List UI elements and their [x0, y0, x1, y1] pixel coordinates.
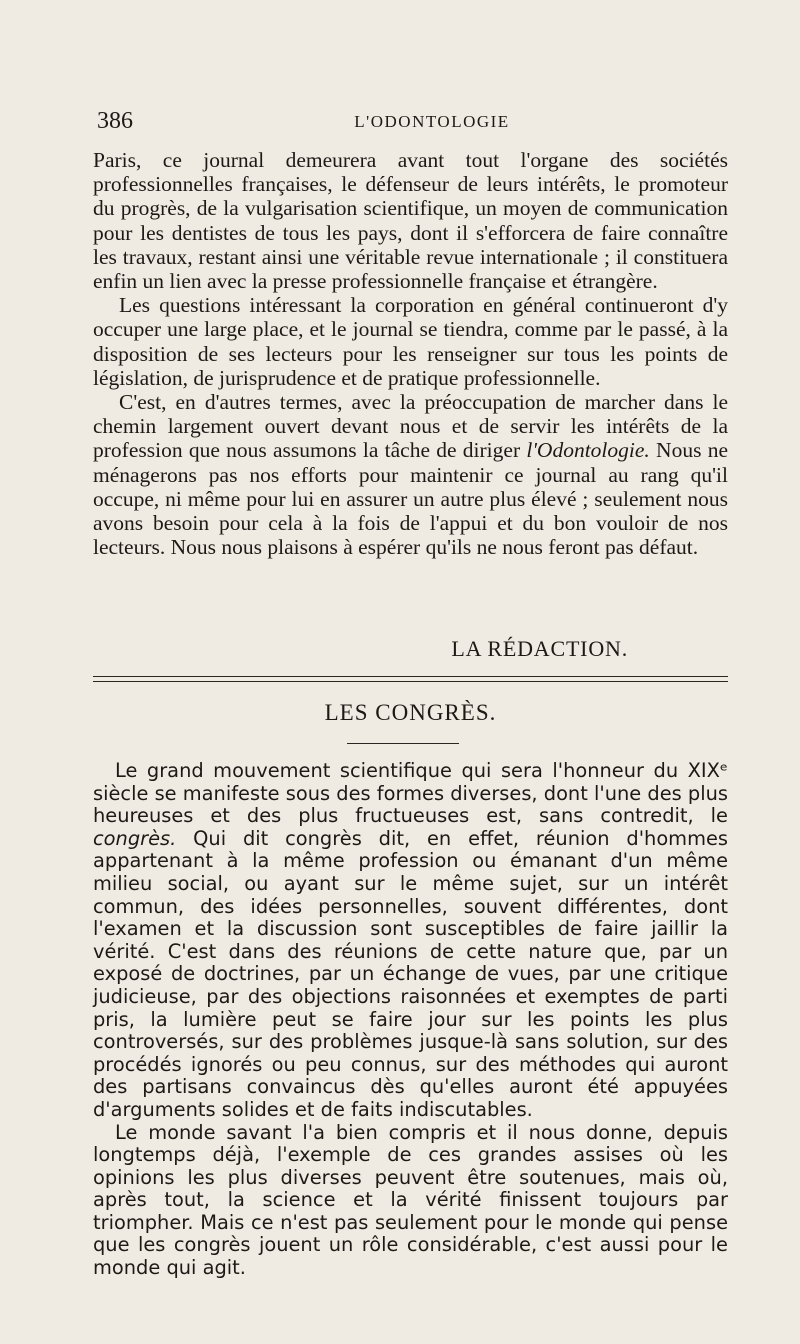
emphasis: congrès.: [93, 826, 177, 850]
paragraph: [93, 390, 728, 559]
paragraph: [93, 148, 728, 293]
double-rule-top: [93, 676, 728, 677]
paragraph-text: Le monde savant l'a bien compris et il nous donne, depuis longtemps déjà, l'exemple de ces grandes assises où les opinions les plus diverses peuvent être soutenues, mais où, après tout, la science et la vérité finissent toujours par triompher. Mais ce n'est pas seulement pour le monde qui pense que les congrès jouent un rôle considérable, c'est aussi pour le monde qui agit.: [93, 1120, 728, 1280]
title-rule: [347, 743, 459, 744]
double-rule-bottom: [93, 681, 728, 682]
running-head: L'ODONTOLOGIE: [354, 112, 510, 131]
paragraph: [93, 760, 728, 1122]
page-header: [97, 108, 727, 138]
paragraph-text: C'est, en d'autres termes, avec la préoccupation de marcher dans le chemin largement ouvert devant nous et de servir les intérêts de la profession que nous assumons la tâche de diriger: [93, 390, 728, 463]
paragraph-text: Qui dit congrès dit, en effet, réunion d'hommes appartenant à la même profession ou émanant d'un même milieu social, ou ayant sur le même sujet, sur un intérêt commun, des idées personnelles, souvent différentes, dont l'examen et la discussion sont susceptibles de faire jaillir la vérité. C'est dans des réunions de cette nature que, par un exposé de doctrines, par un échange de vues, par une critique judicieuse, par des objections raisonnées et exemptes de parti pris, la lumière peut se faire jour sur les points les plus controversés, sur des problèmes jusque-là sans solution, sur des procédés ignorés ou peu connus, sur des méthodes qui auront des partisans convaincus dès qu'elles auront été appuyées d'arguments solides et de faits indiscutables.: [93, 826, 728, 1121]
paragraph-text: Les questions intéressant la corporation en général continueront d'y occuper une large place, et le journal se tiendra, comme par le passé, à la disposition de ses lecteurs pour les renseigner sur tous les points de législation, de jurisprudence et de pratique professionnelle.: [93, 293, 728, 390]
paragraph-text: Paris, ce journal demeurera avant tout l'organe des sociétés professionnelles françaises, le défenseur de leurs intérêts, le promoteur du progrès, de la vulgarisation scientifique, un moyen de communication pour les dentistes de tous les pays, dont il s'efforcera de faire connaître les travaux, restant ainsi une véritable revue internationale ; il constituera enfin un lien avec la presse professionnelle française et étrangère.: [93, 148, 728, 294]
journal-title: l'Odontologie.: [526, 438, 650, 463]
signature: LA RÉDACTION.: [451, 636, 628, 661]
paragraph-text: Le grand mouvement scientifique qui sera l'honneur du XIXᵉ siècle se manifeste sous des formes diverses, dont l'une des plus heureuses et des plus fructueuses est, sans contredit, le: [93, 759, 728, 828]
page-number: 386: [97, 108, 133, 134]
section-title: LES CONGRÈS.: [324, 700, 497, 725]
editorial-text: [93, 148, 728, 559]
paragraph: [93, 293, 728, 390]
article-text: [93, 760, 728, 1280]
paragraph: [93, 1122, 728, 1280]
paragraph-text: Nous ne ménagerons pas nos efforts pour maintenir ce journal au rang qu'il occupe, ni même pour lui en assurer un autre plus élevé ; seulement nous avons besoin pour cela à la fois de l'appui et du bon vouloir de nos lecteurs. Nous nous plaisons à espérer qu'ils ne nous feront pas défaut.: [93, 438, 728, 560]
